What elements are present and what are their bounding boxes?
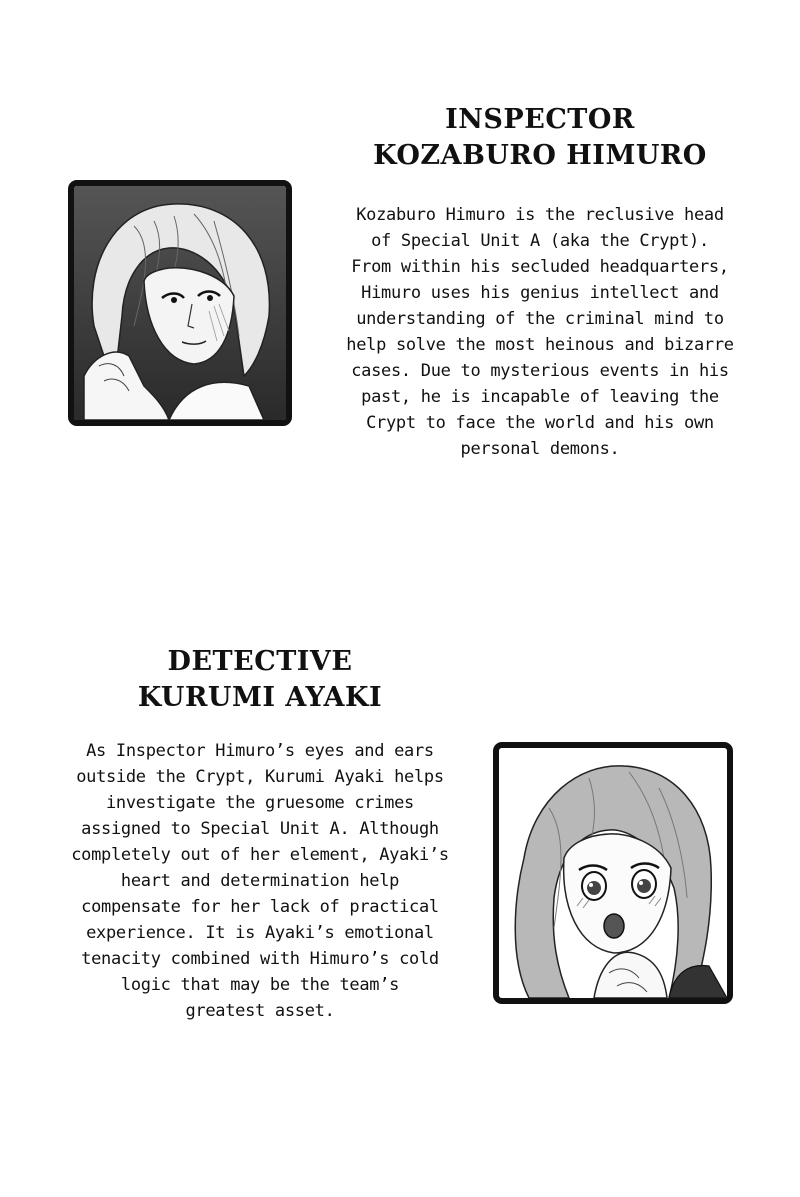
portrait-illustration <box>499 748 727 998</box>
bio-line: greatest asset. <box>185 1001 335 1021</box>
title-line: DETECTIVE <box>167 646 353 677</box>
profile-title <box>330 102 750 174</box>
profile-himuro <box>0 0 800 480</box>
bio-line: personal demons. <box>460 439 620 459</box>
bio-line: Kozaburo Himuro is the reclusive head <box>356 205 724 225</box>
bio-line: As Inspector Himuro’s eyes and ears <box>86 741 434 761</box>
bio-line: investigate the gruesome crimes <box>106 793 414 813</box>
bio-line: From within his secluded headquarters, <box>351 257 729 277</box>
profile-bio <box>330 202 750 462</box>
bio-line: of Special Unit A (aka the Crypt). <box>371 231 709 251</box>
bio-line: compensate for her lack of practical <box>81 897 439 917</box>
bio-line: understanding of the criminal mind to <box>356 309 724 329</box>
portrait-illustration <box>74 186 286 420</box>
bio-line: heart and determination help <box>120 871 400 891</box>
profile-bio <box>40 738 480 1024</box>
profile-title <box>50 644 470 716</box>
bio-line: tenacity combined with Himuro’s cold <box>81 949 439 969</box>
bio-line: experience. It is Ayaki’s emotional <box>86 923 434 943</box>
bio-line: Crypt to face the world and his own <box>366 413 714 433</box>
bio-line: completely out of her element, Ayaki’s <box>71 845 449 865</box>
bio-line: cases. Due to mysterious events in his <box>351 361 729 381</box>
bio-line: help solve the most heinous and bizarre <box>346 335 734 355</box>
title-line: INSPECTOR <box>445 104 635 135</box>
title-line: KOZABURO HIMURO <box>373 140 707 171</box>
title-line: KURUMI AYAKI <box>137 682 383 713</box>
profile-ayaki <box>0 600 800 1100</box>
bio-line: Himuro uses his genius intellect and <box>361 283 719 303</box>
portrait-himuro <box>68 180 292 426</box>
portrait-ayaki <box>493 742 733 1004</box>
bio-line: assigned to Special Unit A. Although <box>81 819 439 839</box>
bio-line: past, he is incapable of leaving the <box>361 387 719 407</box>
bio-line: logic that may be the team’s <box>120 975 400 995</box>
bio-line: outside the Crypt, Kurumi Ayaki helps <box>76 767 444 787</box>
